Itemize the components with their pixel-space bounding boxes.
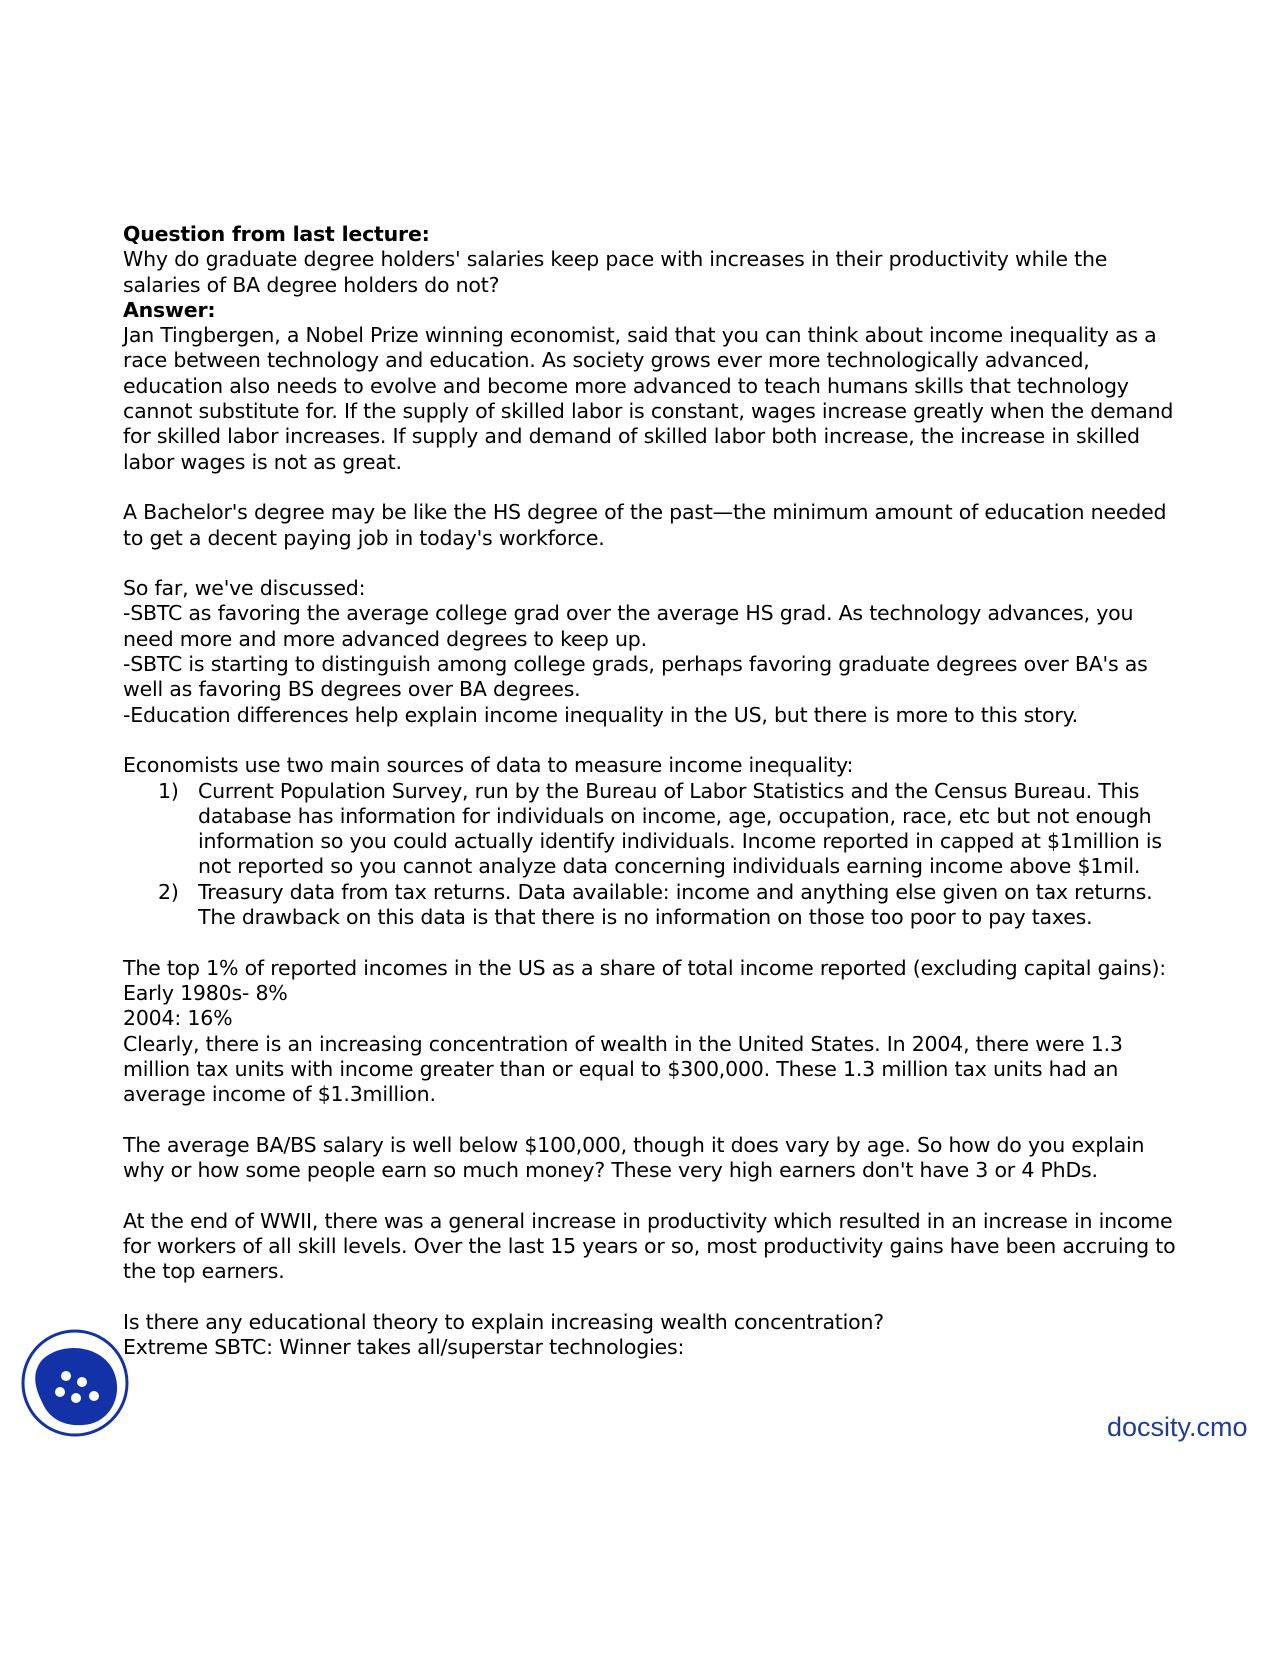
question-2-text: Is there any educational theory to explain increasing wealth concentration? <box>123 1309 884 1334</box>
question-text: Why do graduate degree holders' salaries keep pace with increases in their productivity while the salaries of BA degree holders do not? <box>123 247 1108 297</box>
answer-text: Jan Tingbergen, a Nobel Prize winning economist, said that you can think about income inequality as a race between technology and education. As society grows ever more technologically advanced, education also needs to evolve and become more advanced to teach humans skills that technology cannot substitute for. If the supply of skilled labor is constant, wages increase greatly when the demand for skilled labor increases. If supply and demand of skilled labor both increase, the increase in skilled labor wages is not as great. <box>123 323 1174 474</box>
list-item-text: Current Population Survey, run by the Bureau of Labor Statistics and the Census Bureau. This database has information for individuals on income, age, occupation, race, etc but not enough information so you could actually identify individuals. Income reported in capped at $1million is not reported so you cannot analyze data concerning individuals earning income above $1mil. <box>198 778 1162 879</box>
list-item <box>123 779 1183 880</box>
sources-list <box>123 779 1183 931</box>
spacer <box>123 1284 1183 1309</box>
extreme-sbtc-text: Extreme SBTC: Winner takes all/superstar technologies: <box>123 1335 685 1360</box>
spacer <box>123 551 1183 576</box>
spacer <box>123 1183 1183 1208</box>
sources-intro: Economists use two main sources of data to measure income inequality: <box>123 753 854 778</box>
so-far-text: So far, we've discussed: <box>123 576 366 601</box>
spacer <box>123 930 1183 955</box>
docsity-logo-icon[interactable] <box>20 1328 130 1438</box>
spacer <box>123 475 1183 500</box>
wwii-paragraph: At the end of WWII, there was a general increase in productivity which resulted in an increase in income for workers of all skill levels. Over the last 15 years or so, most productivity gains have been accruing to the top earners. <box>123 1208 1176 1284</box>
bullet-3: -Education differences help explain income inequality in the US, but there is more to this story. <box>123 702 1078 727</box>
clearly-paragraph: Clearly, there is an increasing concentration of wealth in the United States. In 2004, there were 1.3 million tax units with income greater than or equal to $300,000. These 1.3 million tax units had an average income of $1.3million. <box>123 1031 1123 1107</box>
list-item <box>123 880 1183 931</box>
heading-question: Question from last lecture: <box>123 222 430 246</box>
bullet-2: -SBTC is starting to distinguish among college grads, perhaps favoring graduate degrees over BA's as well as favoring BS degrees over BA degrees. <box>123 652 1148 702</box>
spacer <box>123 1107 1183 1132</box>
list-number: 1) <box>158 778 179 803</box>
list-item-text: Treasury data from tax returns. Data available: income and anything else given on tax returns. The drawback on this data is that there is no information on those too poor to pay taxes. <box>198 879 1153 930</box>
year-2004-line: 2004: 16% <box>123 1006 233 1031</box>
bachelor-paragraph: A Bachelor's degree may be like the HS degree of the past—the minimum amount of education needed to get a decent paying job in today's workforce. <box>123 500 1167 550</box>
brand-watermark[interactable]: docsity.cmo <box>1107 1412 1248 1442</box>
heading-answer: Answer: <box>123 297 216 322</box>
spacer <box>123 728 1183 753</box>
bullet-1: -SBTC as favoring the average college grad over the average HS grad. As technology advances, you need more and more advanced degrees to keep up. <box>123 601 1134 651</box>
average-salary-paragraph: The average BA/BS salary is well below $100,000, though it does vary by age. So how do you explain why or how some people earn so much money? These very high earners don't have 3 or 4 PhDs. <box>123 1132 1145 1182</box>
list-number: 2) <box>158 879 179 904</box>
document-body <box>123 222 1183 1360</box>
top1-paragraph: The top 1% of reported incomes in the US as a share of total income reported (excluding capital gains): <box>123 955 1167 980</box>
early-1980s-line: Early 1980s- 8% <box>123 980 288 1005</box>
